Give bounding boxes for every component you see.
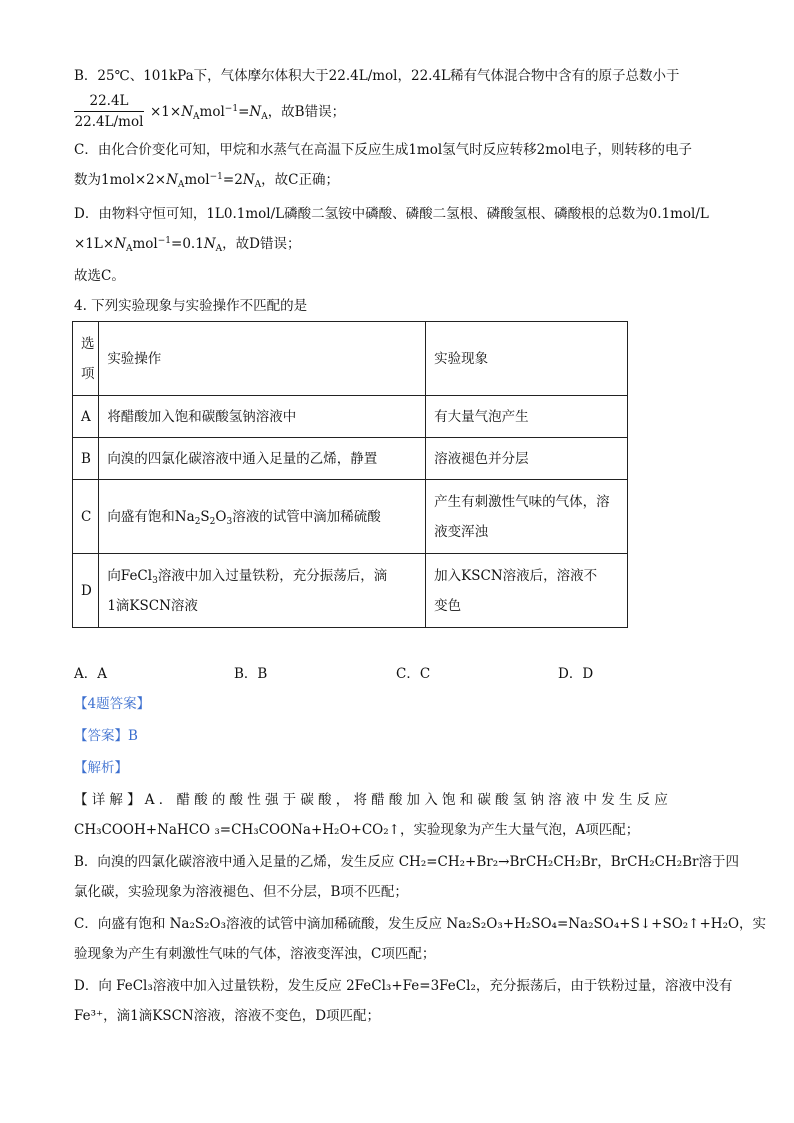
text: ×1× (150, 104, 182, 120)
text: O (215, 508, 227, 525)
detail-line-5: C．向盛有饱和 Na₂S₂O₃溶液的试管中滴加稀硫酸，发生反应 Na₂S₂O₃+H₂SO₄=Na₂SO₄+S↓+SO₂↑+H₂O，实 (74, 916, 767, 932)
cell-option: C (73, 480, 99, 554)
table-row (73, 438, 628, 480)
italic-n: N (114, 236, 126, 252)
detail-line-2: CH₃COOH+NaHCO ₃=CH₃COONa+H₂O+CO₂↑，实验现象为产生大量气泡，A项匹配； (74, 822, 640, 838)
superscript: −1 (224, 104, 239, 114)
italic-n: N (203, 236, 216, 252)
italic-n: N (242, 172, 255, 188)
detail-line-1: 【详解】A．醋酸的酸性强于碳酸，将醋酸加入饱和碳酸氢钠溶液中发生反应 (74, 792, 673, 808)
text: ×1L× (74, 236, 115, 252)
text: 选 (81, 335, 95, 352)
cell-operation: 将醋酸加入饱和碳酸氢钠溶液中 (99, 396, 426, 438)
table-row (73, 396, 628, 438)
analysis-label: 【解析】 (74, 760, 128, 776)
table-row (73, 480, 628, 554)
subscript-a: A (254, 180, 262, 190)
text: 向盛有饱和Na (107, 508, 195, 525)
text: S (200, 508, 210, 525)
cell-operation: 向溴的四氯化碳溶液中通入足量的乙烯，静置 (99, 438, 426, 480)
option-c-line-1: C．由化合价变化可知，甲烷和水蒸气在高温下反应生成1mol氢气时反应转移2mol电子，则转移的电子 (74, 142, 692, 158)
cell-phenomenon: 溶液褪色并分层 (426, 438, 628, 480)
italic-n: N (166, 172, 178, 188)
fraction-numerator: 22.4L (89, 93, 129, 109)
detail-line-3: B．向溴的四氯化碳溶液中通入足量的乙烯，发生反应 CH₂=CH₂+Br₂→BrCH₂CH₂Br，BrCH₂CH₂Br溶于四 (74, 854, 740, 870)
text: 项 (81, 365, 95, 382)
header-operation: 实验操作 (99, 322, 426, 396)
option-c: C．C (396, 666, 431, 682)
italic-n: N (181, 104, 194, 120)
cell-option: B (73, 438, 99, 480)
fraction-bar (74, 111, 144, 112)
text: 加入KSCN溶液后，溶液不 (434, 567, 598, 584)
cell-option: D (73, 554, 99, 628)
text: 溶液的试管中滴加稀硫酸 (232, 508, 381, 525)
text: =0.1 (171, 236, 204, 252)
subscript-a: A (126, 244, 133, 254)
text: ，故D错误； (222, 236, 301, 252)
subscript-a: A (215, 244, 223, 254)
text: 1滴KSCN溶液 (107, 597, 198, 614)
detail-line-7: D．向 FeCl₃溶液中加入过量铁粉，发生反应 2FeCl₃+Fe=3FeCl₂，充分振荡后，由于铁粉过量，溶液中没有 (74, 978, 733, 994)
text: 产生有刺激性气味的气体，溶 (434, 493, 610, 510)
subscript: 3 (226, 516, 233, 527)
option-d-line-2 (74, 234, 300, 254)
cell-phenomenon: 有大量气泡产生 (426, 396, 628, 438)
detail-line-8: Fe³⁺，滴1滴KSCN溶液，溶液不变色，D项匹配； (74, 1008, 381, 1024)
cell-phenomenon (426, 480, 628, 554)
selection-line: 故选C。 (74, 268, 125, 284)
option-b-line-1: B．25℃、101kPa下，气体摩尔体积大于22.4L/mol，22.4L稀有气体混合物中含有的原子总数小于 (74, 68, 680, 84)
text: 溶液中加入过量铁粉，充分振荡后，滴 (157, 567, 388, 584)
experiment-table (72, 321, 628, 628)
option-c-line-2 (74, 170, 339, 190)
option-a: A．A (74, 666, 107, 682)
question-4-stem: 4. 下列实验现象与实验操作不匹配的是 (74, 298, 308, 314)
table-row (73, 554, 628, 628)
italic-n: N (249, 104, 262, 120)
superscript: −1 (209, 172, 223, 182)
cell-operation (99, 480, 426, 554)
header-phenomenon: 实验现象 (426, 322, 628, 396)
text: 向FeCl (107, 567, 153, 584)
detail-line-6: 验现象为产生有刺激性气味的气体，溶液变浑浊，C项匹配； (74, 946, 436, 962)
cell-phenomenon (426, 554, 628, 628)
subscript: 3 (152, 575, 158, 586)
subscript-a: A (261, 112, 268, 122)
option-b-line-2 (150, 102, 345, 122)
subscript: 2 (194, 516, 201, 527)
text: mol (199, 104, 225, 120)
subscript: 2 (209, 516, 216, 527)
answer-heading: 【4题答案】 (74, 696, 151, 712)
option-b: B．B (234, 666, 268, 682)
text: 数为1mol×2× (74, 172, 167, 188)
fraction-denominator: 22.4L/mol (74, 114, 144, 130)
option-d-line-1: D．由物料守恒可知，1L0.1mol/L磷酸二氢铵中磷酸、磷酸二氢根、磷酸氢根、磷酸根的总数为0.1mol/L (74, 206, 709, 222)
text: ，故B错误； (267, 104, 346, 120)
subscript-a: A (193, 112, 200, 122)
text: =2 (222, 172, 243, 188)
table-header-row (73, 322, 628, 396)
text: 液变浑浊 (434, 523, 489, 540)
text: = (238, 104, 250, 120)
cell-operation (99, 554, 426, 628)
option-d: D．D (558, 666, 594, 682)
text: ，故C正确； (261, 172, 339, 188)
answer-line: 【答案】B (74, 728, 138, 744)
header-option (73, 322, 99, 396)
text: 变色 (434, 597, 462, 614)
fraction (74, 92, 144, 131)
subscript-a: A (177, 180, 185, 190)
text: mol (132, 236, 158, 252)
detail-line-4: 氯化碳，实验现象为溶液褪色、但不分层，B项不匹配； (74, 884, 408, 900)
superscript: −1 (157, 236, 172, 246)
cell-option: A (73, 396, 99, 438)
text: mol (184, 172, 210, 188)
